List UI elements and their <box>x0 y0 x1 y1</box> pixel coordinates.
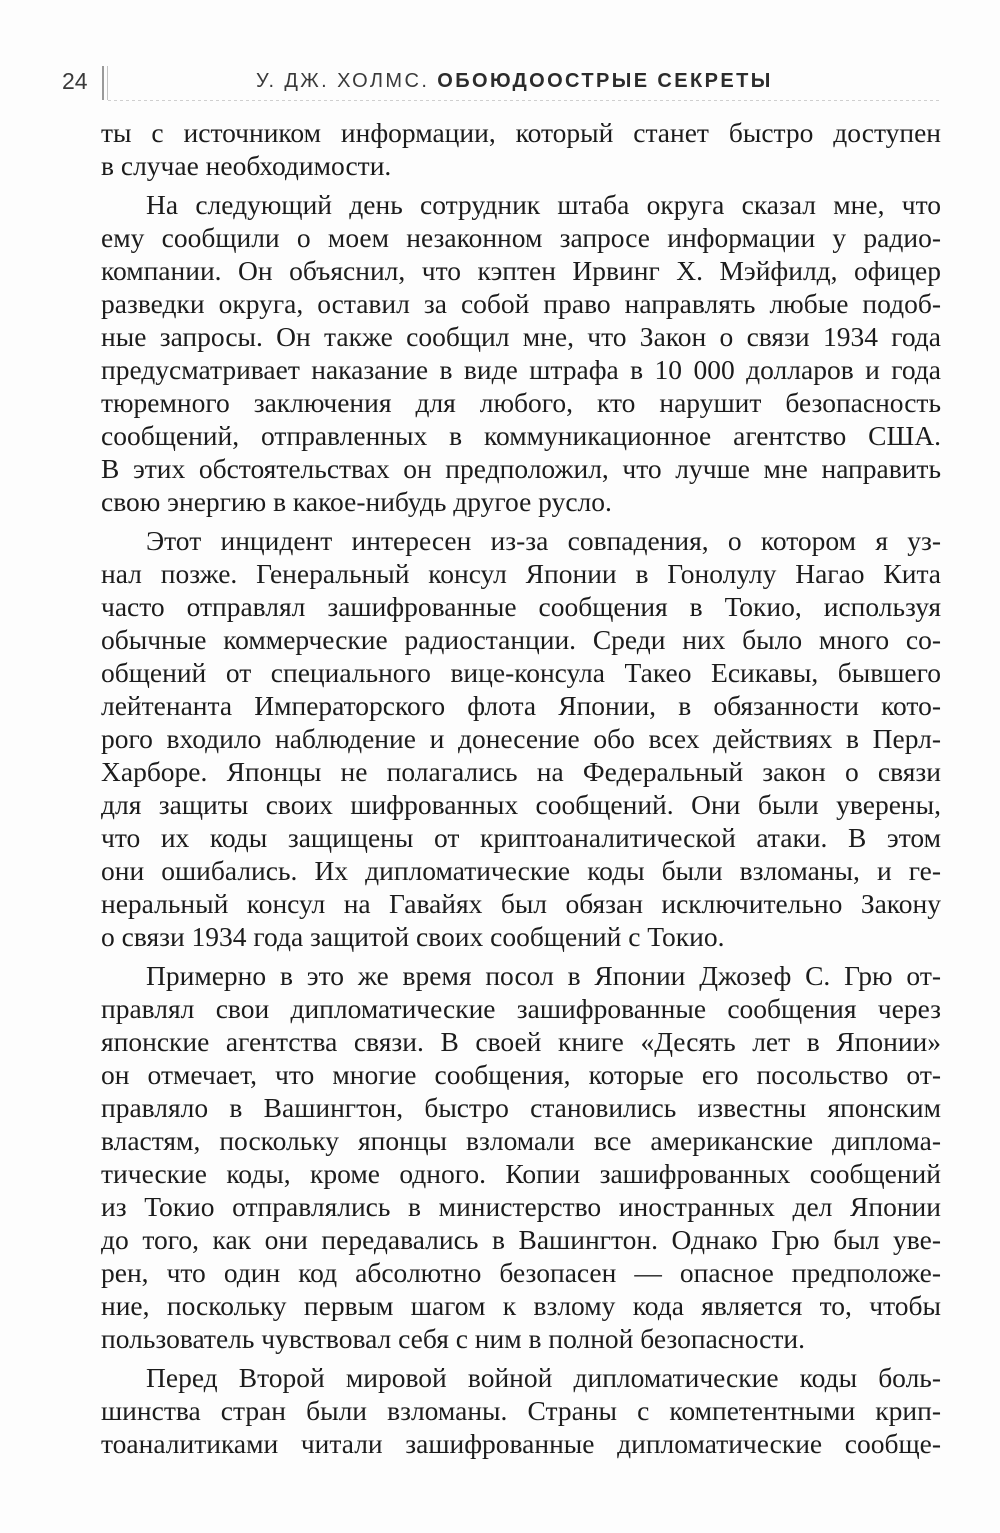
text-line: для защиты своих шифрованных сообщений. Они были уверены, <box>101 789 941 820</box>
running-head <box>256 70 773 93</box>
page-number: 24 <box>62 68 88 94</box>
text-line: тоаналитиками читали зашифрованные дипломатические сообще- <box>101 1428 941 1459</box>
text-line: японские агентства связи. В своей книге «Десять лет в Японии» <box>101 1026 941 1057</box>
text-line: В этих обстоятельствах он предположил, что лучше мне направить <box>101 453 941 484</box>
text-line: ты с источником информации, который станет быстро доступен <box>101 117 941 148</box>
text-line: тические коды, кроме одного. Копии зашифрованных сообщений <box>101 1158 941 1189</box>
text-line: ние, поскольку первым шагом к взлому кода является то, чтобы <box>101 1290 941 1321</box>
text-line: рен, что один код абсолютно безопасен — опасное предположе- <box>101 1257 941 1288</box>
text-line: властям, поскольку японцы взломали все американские диплома- <box>101 1125 941 1156</box>
running-head-author: У. ДЖ. ХОЛМС. <box>256 70 430 92</box>
text-line: Примерно в это же время посол в Японии Джозеф С. Грю от- <box>146 960 941 991</box>
paragraph <box>101 959 941 1355</box>
text-line: Харборе. Японцы не полагались на Федеральный закон о связи <box>101 756 941 787</box>
text-line: ему сообщили о моем незаконном запросе информации у радио- <box>101 222 941 253</box>
text-line: неральный консул на Гавайях был обязан исключительно Закону <box>101 888 941 919</box>
text-line: правляло в Вашингтон, быстро становились известны японским <box>101 1092 941 1123</box>
paragraph <box>101 1361 941 1460</box>
body-text <box>101 116 941 1466</box>
text-line: Этот инцидент интересен из-за совпадения, о котором я уз- <box>146 525 941 556</box>
text-line: правлял свои дипломатические зашифрованные сообщения через <box>101 993 941 1024</box>
text-line: что их коды защищены от криптоаналитической атаки. В этом <box>101 822 941 853</box>
text-line: лейтенанта Императорского флота Японии, в обязанности кото- <box>101 690 941 721</box>
text-line: о связи 1934 года защитой своих сообщений с Токио. <box>101 921 725 952</box>
text-line: в случае необходимости. <box>101 150 392 181</box>
text-line: разведки округа, оставил за собой право направлять любые подоб- <box>101 288 941 319</box>
paragraph <box>101 524 941 953</box>
text-line: из Токио отправлялись в министерство иностранных дел Японии <box>101 1191 941 1222</box>
text-line: до того, как они передавались в Вашингтон. Однако Грю был уве- <box>101 1224 941 1255</box>
header-underline <box>108 100 942 101</box>
text-line: рого входило наблюдение и донесение обо всех действиях в Перл- <box>101 723 941 754</box>
text-line: пользователь чувствовал себя с ним в полной безопасности. <box>101 1323 805 1354</box>
text-line: нал позже. Генеральный консул Японии в Гонолулу Нагао Кита <box>101 558 941 589</box>
header-divider-thin <box>107 66 108 100</box>
text-line: шинства стран были взломаны. Страны с компетентными крип- <box>101 1395 941 1426</box>
text-line: ные запросы. Он также сообщил мне, что Закон о связи 1934 года <box>101 321 941 352</box>
text-line: свою энергию в какое-нибудь другое русло. <box>101 486 612 517</box>
paragraph <box>101 116 941 182</box>
header-divider <box>102 66 104 100</box>
text-line: компании. Он объяснил, что кэптен Ирвинг Х. Мэйфилд, офицер <box>101 255 941 286</box>
running-head-title: ОБОЮДООСТРЫЕ СЕКРЕТЫ <box>437 70 773 92</box>
text-line: общений от специального вице-консула Такео Есикавы, бывшего <box>101 657 941 688</box>
text-line: часто отправлял зашифрованные сообщения в Токио, используя <box>101 591 941 622</box>
paragraph <box>101 188 941 518</box>
text-line: На следующий день сотрудник штаба округа сказал мне, что <box>146 189 941 220</box>
text-line: тюремного заключения для любого, кто нарушит безопасность <box>101 387 941 418</box>
text-line: сообщений, отправленных в коммуникационное агентство США. <box>101 420 941 451</box>
text-line: они ошибались. Их дипломатические коды были взломаны, и ге- <box>101 855 941 886</box>
page-header <box>62 66 942 98</box>
text-line: предусматривает наказание в виде штрафа в 10 000 долларов и года <box>101 354 941 385</box>
text-line: обычные коммерческие радиостанции. Среди них было много со- <box>101 624 941 655</box>
text-line: он отмечает, что многие сообщения, которые его посольство от- <box>101 1059 941 1090</box>
text-line: Перед Второй мировой войной дипломатические коды боль- <box>146 1362 941 1393</box>
